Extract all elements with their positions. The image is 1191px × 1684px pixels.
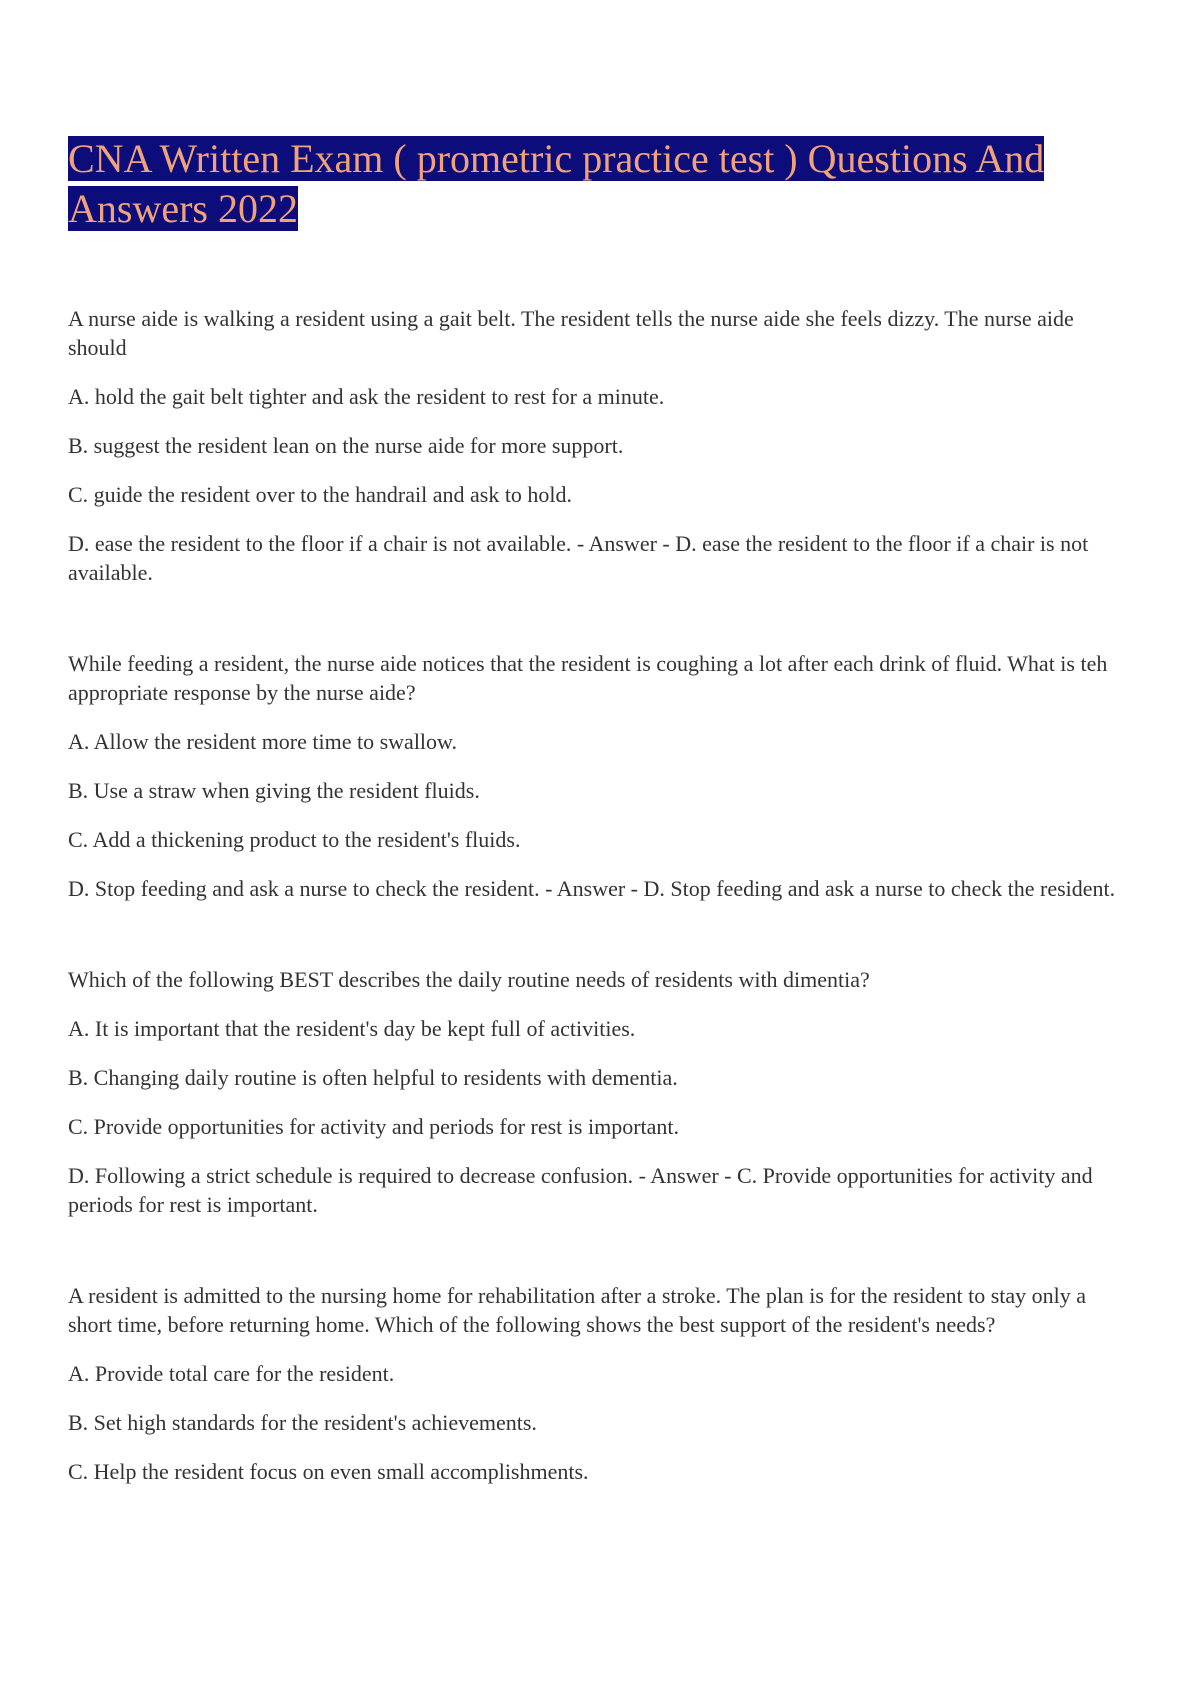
answer-option: A. Provide total care for the resident.: [68, 1361, 395, 1386]
answer-option: C. Add a thickening product to the resident's fluids.: [68, 827, 521, 852]
question-block: [68, 965, 1130, 1219]
answer-option: B. Use a straw when giving the resident fluids.: [68, 778, 480, 803]
answer-option-with-answer: D. Stop feeding and ask a nurse to check the resident. - Answer - D. Stop feeding and ask a nurse to check the resident.: [68, 876, 1116, 901]
answer-option: B. suggest the resident lean on the nurse aide for more support.: [68, 433, 624, 458]
question-text: A resident is admitted to the nursing home for rehabilitation after a stroke. The plan is for the resident to stay only a short time, before returning home. Which of the following shows the best support of the resident's needs?: [68, 1283, 1087, 1337]
question-block: [68, 304, 1130, 587]
question-list: [68, 304, 1130, 1486]
document-title-text: CNA Written Exam ( prometric practice test ) Questions And Answers 2022: [68, 136, 1045, 231]
answer-option: A. Allow the resident more time to swallow.: [68, 729, 458, 754]
answer-option: C. Provide opportunities for activity and periods for rest is important.: [68, 1114, 680, 1139]
question-text: A nurse aide is walking a resident using a gait belt. The resident tells the nurse aide she feels dizzy. The nurse aide should: [68, 306, 1074, 360]
question-block: [68, 1281, 1130, 1486]
answer-option: B. Set high standards for the resident's achievements.: [68, 1410, 537, 1435]
question-block: [68, 649, 1130, 903]
answer-option: C. Help the resident focus on even small accomplishments.: [68, 1459, 589, 1484]
question-text: Which of the following BEST describes the daily routine needs of residents with dimentia?: [68, 967, 870, 992]
answer-option-with-answer: D. Following a strict schedule is required to decrease confusion. - Answer - C. Provide opportunities for activity and periods for rest is important.: [68, 1163, 1093, 1217]
answer-option-with-answer: D. ease the resident to the floor if a chair is not available. - Answer - D. ease the resident to the floor if a chair is not available.: [68, 531, 1089, 585]
answer-option: A. hold the gait belt tighter and ask the resident to rest for a minute.: [68, 384, 665, 409]
answer-option: B. Changing daily routine is often helpful to residents with dementia.: [68, 1065, 678, 1090]
question-text: While feeding a resident, the nurse aide notices that the resident is coughing a lot after each drink of fluid. What is teh appropriate response by the nurse aide?: [68, 651, 1108, 705]
answer-option: A. It is important that the resident's day be kept full of activities.: [68, 1016, 636, 1041]
document-title: [68, 134, 1130, 234]
document-page: [68, 134, 1130, 1548]
answer-option: C. guide the resident over to the handrail and ask to hold.: [68, 482, 573, 507]
